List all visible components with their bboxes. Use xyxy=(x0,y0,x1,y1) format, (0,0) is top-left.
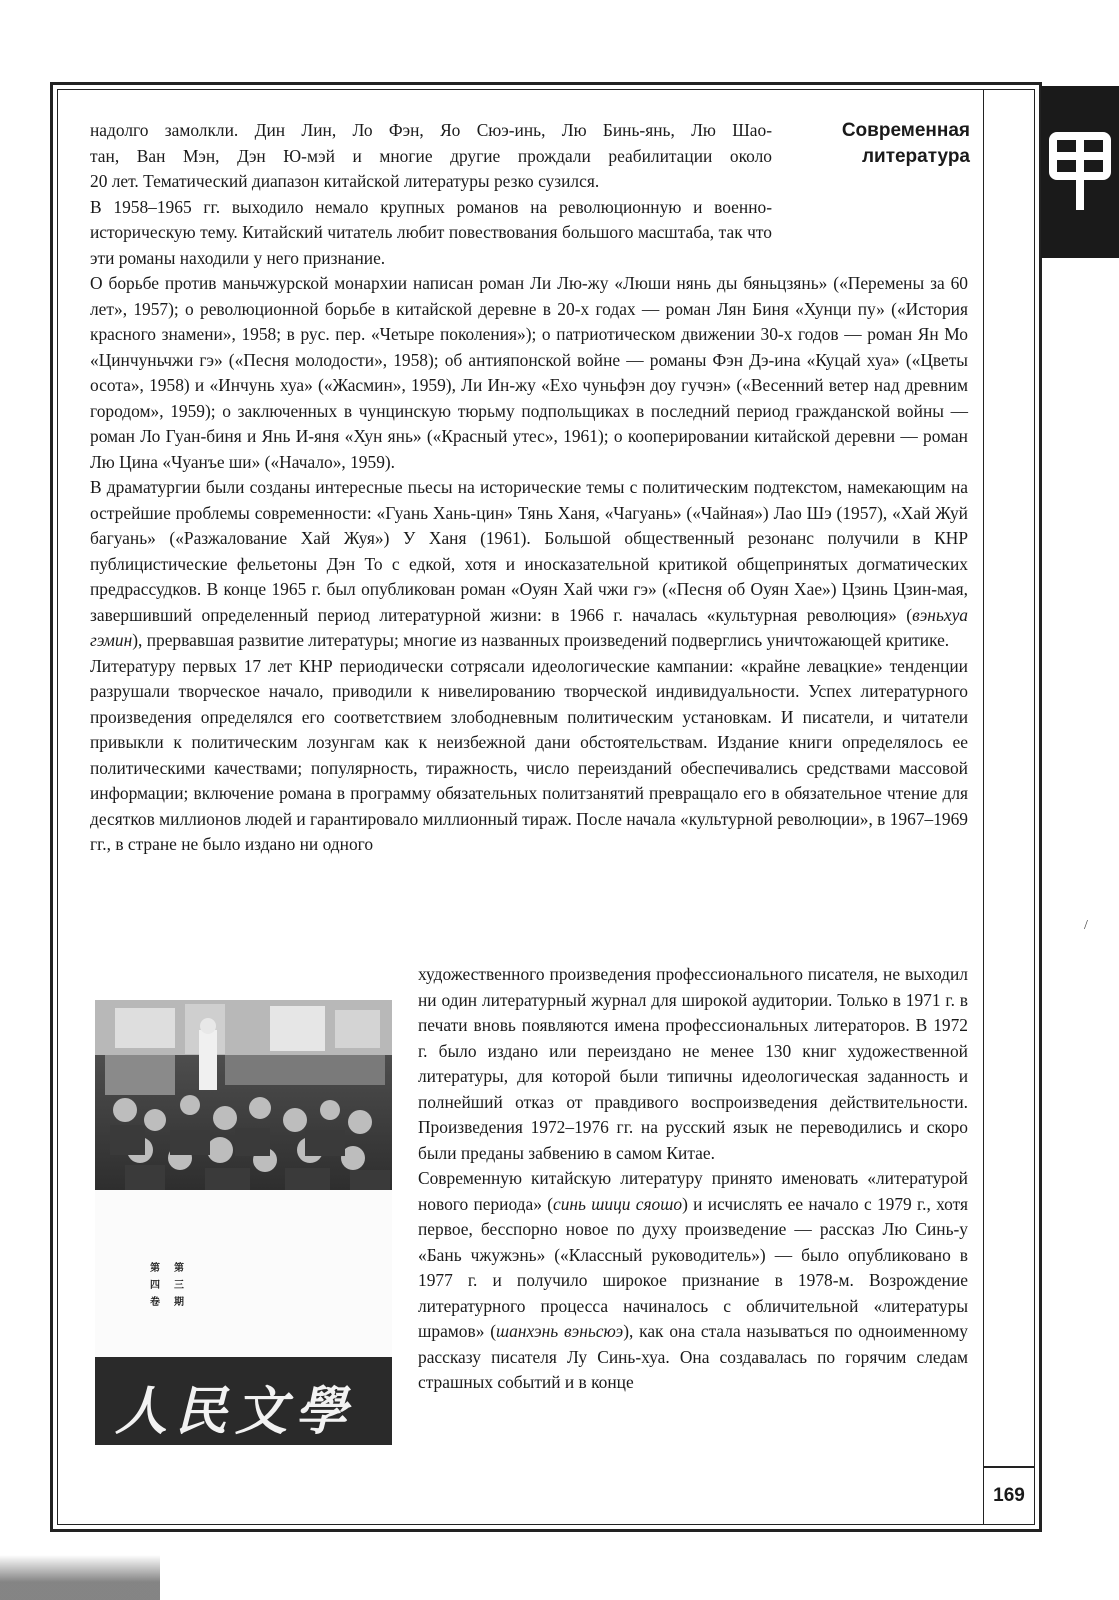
top-column xyxy=(90,118,772,271)
paragraph-new-period xyxy=(418,1166,968,1396)
drama-text-a: В драматургии были созданы интересные пьесы на исторические темы с политическим подтекстом, намекающим на острейшие проблемы современности: «Гуань Хань-цин» Тянь Ханя, «Чагуань» («Чайная») Лао Шэ (1957), «Хай Жуй багуань» («Разжалование Хай Жуя») У Ханя (1961). Большой общественный резонанс получили в КНР публицистические фельетоны Дэн То с едкой, хотя и иносказательной критикой общепринятых догматических предрассудков. В конце 1965 г. был опубликован роман «Оуян Хай чжи гэ» («Песня об Оуян Хае») Цзинь Цзин-мая, завершивший определенный период литературной жизни: в 1966 г. началась «культурная революция» ( xyxy=(90,477,968,625)
new-period-text-a: Современную китайскую литературу принято именовать «литературой нового периода» ( xyxy=(418,1168,968,1214)
page-number: 169 xyxy=(983,1466,1035,1524)
paragraph-drama xyxy=(90,475,968,654)
cover-white-area xyxy=(95,1190,392,1357)
right-column xyxy=(418,962,968,1396)
section-thumb-tab xyxy=(1041,86,1119,258)
text-line: тан, Ван Мэн, Дэн Ю-мэй и многие другие прождали реабилитации около xyxy=(90,145,772,166)
section-heading-line2: литература xyxy=(861,146,970,167)
issue-label-col2: 第 四 卷 xyxy=(150,1263,160,1308)
magazine-cover-photo xyxy=(95,1000,392,1445)
issue-label xyxy=(147,1260,187,1311)
magazine-title: 人民文學 xyxy=(115,1381,356,1442)
text-line: 20 лет. Тематический диапазон китайской литературы резко сузился. xyxy=(90,171,600,191)
drama-term: вэньхуа гэмин xyxy=(90,604,968,650)
cover-title-band xyxy=(95,1357,392,1445)
margin-rule xyxy=(983,90,984,1524)
new-period-term-2: шанхэнь вэньсюэ xyxy=(496,1321,624,1341)
paragraph-novels-intro: В 1958–1965 гг. выходило немало крупных романов на революционную и военно-историческую тему. Китайский читатель любит повествования большого масштаба, так что эти романы находили у него признание. xyxy=(90,196,772,268)
cover-photo-scene xyxy=(95,1000,392,1190)
new-period-text-c: ), как она стала называться по одноименному рассказу писателя Лу Синь-хуа. Она создавалась по горячим следам страшных событий и в конце xyxy=(418,1321,968,1392)
new-period-text-b: ) и исчислять ее начало с 1979 г., хотя первое, бесспорно новое по духу произведение — рассказ Лю Синь-у «Бань чжужэнь» («Классный руководитель») — было опубликовано в 1977 г. и получило широкое признание в 1978-м. Возрождение литературного процесса начиналось с обличительной «литературы шрамов» ( xyxy=(418,1193,969,1341)
jia-character-icon xyxy=(1045,130,1115,210)
paragraph-campaigns-cont: художественного произведения профессионального писателя, не выходил ни один литературный журнал для широкой аудитории. Только в 1971 г. в печати вновь появляются имена профессиональных литераторов. В 1972 г. было издано или переиздано не менее 130 книг художественной литературы, для которой были типичны идеологическая заданность и полнейший отказ от правдивого воспроизведения действительности. Произведения 1972–1976 гг. на русский язык не переводились и скоро были преданы забвению в самом Китае. xyxy=(418,964,968,1163)
edge-mark: / xyxy=(1084,918,1088,933)
section-heading-line1: Современная xyxy=(841,120,970,141)
drama-text-b: ), прервавшая развитие литературы; многие из названных произведений подверглись уничтожающей критике. xyxy=(132,630,950,650)
paragraph-novels-list: О борьбе против маньчжурской монархии написан роман Ли Лю-жу «Люши нянь ды бяньцзянь» («Перемены за 60 лет», 1957); о революционной борьбе в китайской деревне в 20-х годах — роман Лян Биня «Хунци пу» («История красного знамени», 1958; в рус. пер. «Четыре поколения»); о патриотическом движении 30-х годов — роман Ян Мо «Цинчуньчжи гэ» («Песня молодости», 1958); об антияпонской войне — романы Фэн Дэ-ина «Куцай хуа» («Цветы осота», 1958) и «Инчунь хуа» («Жасмин», 1959), Ли Ин-жу «Ехо чуньфэн доу гучэн» («Весенний ветер над древним городом», 1959); о заключенных в чунцинскую тюрьму подпольщиках в последний период гражданской войны — роман Ло Гуан-биня и Янь И-яня «Хун янь» («Красный утес», 1961); о кооперировании китайской деревни — роман Лю Цина «Чуанъе ши» («Начало», 1959). xyxy=(90,273,968,472)
paragraph-campaigns: Литературу первых 17 лет КНР периодически сотрясали идеологические кампании: «крайне левацкие» тенденции разрушали творческое начало, приводили к нивелированию творческой индивидуальности. Успех литературного произведения определялся его соответствием злободневным политическим установкам. И писатели, и читатели привыкли к политическим лозунгам как к неизбежной дани обстоятельствам. Издание книги определялось ее политическими качествами; популярность, тиражность, число переизданий обеспечивались средствами массовой информации; включение романа в программу обязательных политзанятий превращало его в обязательное чтение для десятков миллионов людей и гарантировало миллионный тираж. После начала «культурной революции», в 1967–1969 гг., в стране не было издано ни одного xyxy=(90,655,968,854)
scan-shadow xyxy=(0,1555,160,1600)
full-width-column xyxy=(90,271,968,858)
new-period-term-1: синь шици сяошо xyxy=(553,1193,683,1214)
text-line: надолго замолкли. Дин Лин, Ло Фэн, Яо Сюэ-инь, Лю Бинь-янь, Лю Шао- xyxy=(90,120,772,140)
section-heading xyxy=(800,118,970,170)
issue-label-col1: 第 三 期 xyxy=(174,1263,184,1308)
